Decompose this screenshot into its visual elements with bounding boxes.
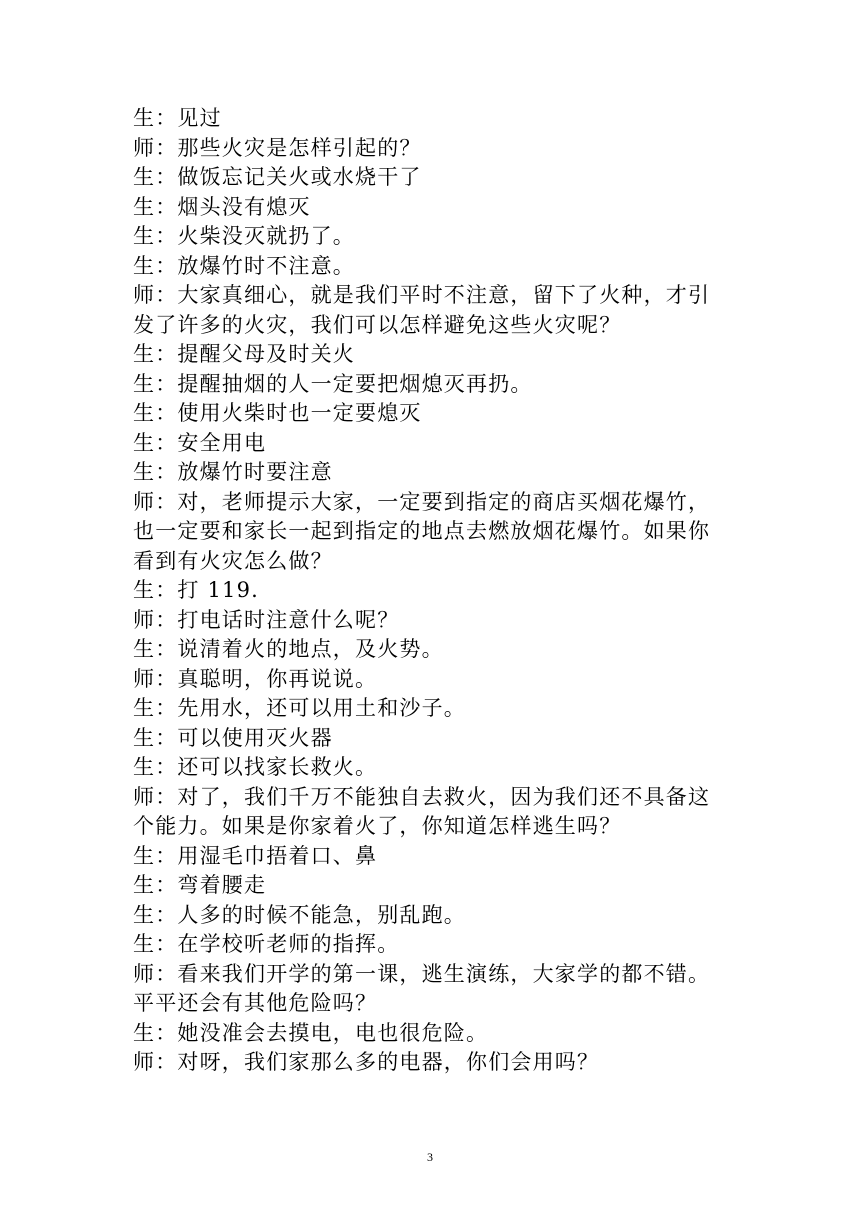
text-line: 师：对呀，我们家那么多的电器，你们会用吗？ [133, 1050, 600, 1074]
text-line: 生：她没准会去摸电，电也很危险。 [133, 1020, 489, 1045]
text-line: 师：大家真细心，就是我们平时不注意，留下了火种，才引 [133, 283, 711, 307]
text-line: 生：做饭忘记关火或水烧干了 [133, 165, 422, 189]
text-line: 生：还可以找家长救火。 [133, 755, 378, 779]
text-line: 生：火柴没灭就扔了。 [133, 224, 355, 248]
text-line: 生：使用火柴时也一定要熄灭 [133, 401, 422, 425]
text-line: 也一定要和家长一起到指定的地点去燃放烟花爆竹。如果你 [133, 519, 711, 543]
text-line: 生：人多的时候不能急，别乱跑。 [133, 902, 466, 927]
page-number: 3 [427, 1150, 433, 1164]
text-line: 生：放爆竹时不注意。 [133, 253, 355, 278]
text-line: 生：提醒父母及时关火 [133, 342, 355, 366]
text-line: 师：看来我们开学的第一课，逃生演练，大家学的都不错。 [133, 961, 711, 986]
text-line: 生：在学校听老师的指挥。 [133, 932, 400, 956]
text-line: 生：烟头没有熄灭 [133, 194, 311, 219]
text-line: 平平还会有其他危险吗？ [133, 991, 378, 1015]
document-body [133, 104, 733, 1078]
text-line: 生：用湿毛巾捂着口、鼻 [133, 843, 378, 868]
text-line: 生：放爆竹时要注意 [133, 460, 333, 484]
text-line: 生：说清着火的地点，及火势。 [133, 637, 444, 661]
text-line: 发了许多的火灾，我们可以怎样避免这些火灾呢？ [133, 312, 622, 337]
text-line: 师：对，老师提示大家，一定要到指定的商店买烟花爆竹， [133, 489, 711, 514]
text-line: 师：对了，我们千万不能独自去救火，因为我们还不具备这 [133, 784, 711, 809]
text-line: 生：提醒抽烟的人一定要把烟熄灭再扔。 [133, 371, 533, 396]
text-line: 生：先用水，还可以用土和沙子。 [133, 696, 466, 720]
text-line: 师：真聪明，你再说说。 [133, 666, 378, 691]
text-line: 生：见过 [133, 106, 222, 130]
text-line: 生：弯着腰走 [133, 873, 267, 897]
text-line: 生：安全用电 [133, 430, 267, 455]
text-line: 师：那些火灾是怎样引起的？ [133, 135, 422, 160]
text-line: 生：打 119. [133, 578, 260, 602]
text-line: 看到有火灾怎么做？ [133, 548, 333, 573]
text-line: 生：可以使用灭火器 [133, 725, 333, 750]
text-line: 个能力。如果是你家着火了，你知道怎样逃生吗？ [133, 814, 622, 838]
text-line: 师：打电话时注意什么呢？ [133, 607, 400, 632]
